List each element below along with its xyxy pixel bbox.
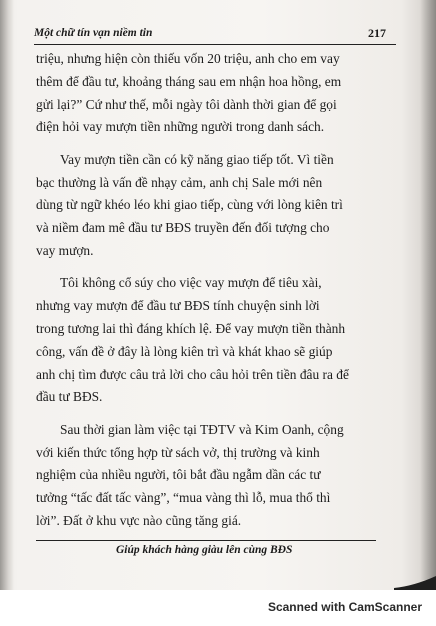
text-line: và niềm đam mê đầu tư BĐS truyền đến đối tượng cho [36,220,330,236]
paragraph-1 [36,48,396,139]
text-line: nhưng vay mượn để đầu tư BĐS tính chuyện sinh lời [36,298,320,314]
running-header [34,24,396,45]
text-line: với kiến thức tổng hợp từ sách vở, thị trường và kinh [36,444,320,460]
text-line: triệu, nhưng hiện còn thiếu vốn 20 triệu, anh cho em vay [36,51,340,66]
text-line: điện hỏi vay mượn tiền những người trong danh sách. [36,119,325,135]
header-title: Một chữ tín vạn niềm tin [34,27,153,39]
text-line: công, vấn đề ở đây là lòng kiên trì và khát khao sẽ giúp [36,343,333,359]
page-body [36,48,396,533]
text-line: Tôi không cổ súy cho việc vay mượn để tiêu xài, [60,275,322,291]
text-line: trong tương lai thì đáng khích lệ. Để vay mượn tiền thành [36,320,346,336]
text-line: Vay mượn tiền cần có kỹ năng giao tiếp tốt. Vì tiền [60,151,334,167]
text-line: lời”. Đất ở khu vực nào cũng tăng giá. [36,512,242,528]
text-line: dùng từ ngữ khéo léo khi giao tiếp, cùng với lòng kiên trì [36,197,343,213]
text-line: bạc thường là vấn đề nhạy cảm, anh chị Sale mới nên [36,174,323,190]
paragraph-4 [36,419,396,533]
page-corner-shadow-icon [394,576,436,590]
page-edge-shadow-right [420,0,436,580]
text-line: anh chị tìm được câu trả lời cho câu hỏi trên tiền đâu ra để [36,366,349,382]
text-line: gửi lại?” Cứ như thế, mỗi ngày tôi dành thời gian để gọi [36,96,337,112]
text-line: thêm để đầu tư, khoảng tháng sau em nhận hoa hồng, em [36,73,342,89]
text-line: nghiệm của nhiều người, tôi bắt đầu ngẫm dần các tư [36,467,321,483]
text-line: đầu tư BĐS. [36,389,103,405]
paragraph-3 [36,272,396,409]
paragraph-2 [36,149,396,263]
scanner-watermark: Scanned with CamScanner [267,600,422,614]
page-edge-shadow-left [0,0,14,626]
footer-title: Giúp khách hàng giàu lên cùng BĐS [116,544,293,556]
running-footer [36,540,376,556]
text-line: Sau thời gian làm việc tại TĐTV và Kim Oanh, cộng [60,421,344,437]
text-line: tưởng “tấc đất tấc vàng”, “mua vàng thì lỗ, mua thổ thì [36,490,331,506]
text-line: vay mượn. [36,242,94,258]
page-number: 217 [368,26,386,40]
